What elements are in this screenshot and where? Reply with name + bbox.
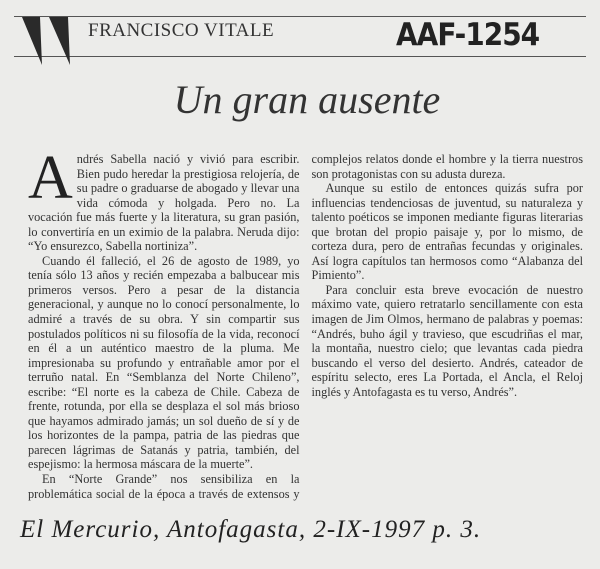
paragraph-2: Cuando él falleció, el 26 de agosto de 1989, yo tenía sólo 13 años y recién empezaba a balbucear mis primeros versos. Pero a pesar de la distancia generacional, y aunque no lo conocí personalmente, lo admiré a través de su obra. Y sin compartir sus postulados políticos ni su filosofía de la vida, reconocí en él a un auténtico maestro de la pluma. Me impresionaba su profundo y entrañable amor por el terruño natal. En “Semblanza del Norte Chileno”, escribe: “El norte es la cabeza de Chile. Cabeza de frente, rotunda, por ella se desplaza el sol más brioso que hayamos admirado jamás; un sol dueño de sí y de los horizontes de la pampa, patria de las piedras que parecen lágrimas de Satanás y patria, también, del espejismo: la hermosa máscara de la muerte”. <box>28 253 300 472</box>
paragraph-text: ndrés Sabella nació y vivió para escribir. Bien pudo heredar la prestigiosa relojería, de su padre o graduarse de abogado y llevar una vida cómoda y holgada. Pero no. La vocación fue más fuerte y la literatura, su gran pasión, lo convertiría en un eximio de la palabra. Neruda dijo: “Yo ensurezco, Sabella nortiniza”. <box>28 152 300 254</box>
author-name: FRANCISCO VITALE <box>88 20 275 41</box>
article-body <box>28 144 583 512</box>
archive-reference-code: AAF-1254 <box>396 16 540 53</box>
drop-cap: A <box>28 144 73 212</box>
paragraph-1 <box>28 144 300 254</box>
article-title: Un gran ausente <box>173 77 441 122</box>
header-bottom-rule <box>14 56 586 57</box>
paragraph-3: En “Norte Grande” nos sensibiliza en la problemática social de la época a través de extensos y complejos relatos donde el hombre y la tierra nuestros son protagonistas con su adusta dureza. <box>28 152 583 501</box>
paragraph-4: Aunque su estilo de entonces quizás sufra por influencias tendenciosas de juventud, su naturaleza y talento poéticos se imponen mediante figuras literarias que brotan del propio paisaje y, por lo mismo, de corteza dura, pero de entrañas fecundas y originales. Así logra capítulos tan hermosos como “Alabanza del Pimiento”. <box>311 181 583 283</box>
handwritten-source-note: El Mercurio, Antofagasta, 2-IX-1997 p. 3. <box>20 516 482 543</box>
paragraph-5: Para concluir esta breve evocación de nuestro máximo vate, quiero retratarlo sencillamente con esta imagen de Jim Olmos, hermano de palabras y poemas: “Andrés, buho ágil y travieso, que escudriñas el mar, la montaña, nuestro cielo; que levantas cada piedra buscando el verso del desierto. Andrés, cateador de espíritu selecto, eres La Portada, el Ancla, el Reloj inglés y Antofagasta es tu verso, Andrés”. <box>311 282 583 399</box>
quote-mark-icon <box>22 17 74 67</box>
